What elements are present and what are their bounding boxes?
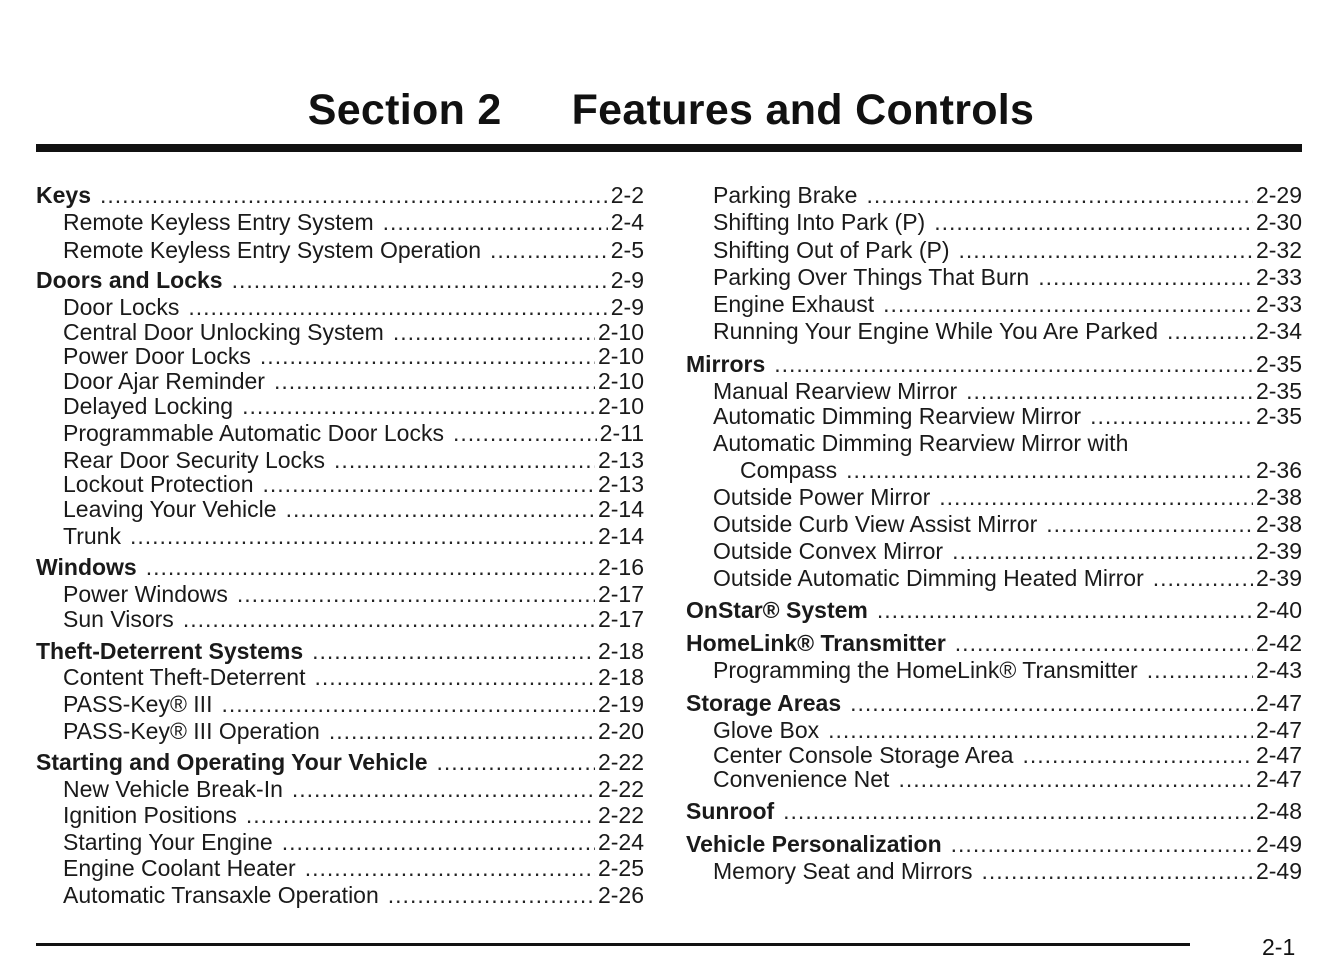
toc-dot-leader: [232, 266, 608, 294]
toc-page-number: 2-38: [1255, 511, 1302, 537]
toc-page-number: 2-4: [610, 209, 644, 235]
toc-page-number: 2-11: [599, 420, 644, 446]
toc-dot-leader: [1147, 656, 1253, 684]
toc-page-number: 2-43: [1255, 657, 1302, 683]
toc-entry-label: Starting Your Engine: [63, 829, 273, 855]
toc-dot-leader: [388, 881, 595, 909]
toc-section-entry: [686, 689, 1302, 717]
toc-page-number: 2-32: [1255, 237, 1302, 263]
toc-page-number: 2-18: [597, 664, 644, 690]
toc-page-number: 2-47: [1255, 690, 1302, 716]
toc-dot-leader: [1090, 402, 1253, 430]
toc-entry-label: Ignition Positions: [63, 802, 237, 828]
toc-page-number: 2-47: [1255, 717, 1302, 743]
toc-dot-leader: [314, 663, 594, 691]
toc-dot-leader: [883, 290, 1253, 318]
toc-subentry: [686, 765, 1302, 793]
toc-page-number: 2-22: [597, 776, 644, 802]
toc-entry-label: Engine Coolant Heater: [63, 855, 296, 881]
toc-entry-label: Theft-Deterrent Systems: [36, 638, 304, 664]
toc-dot-leader: [877, 596, 1253, 624]
toc-entry-label: Programmable Automatic Door Locks: [63, 420, 444, 446]
toc-entry-label: Automatic Dimming Rearview Mirror: [713, 403, 1082, 429]
toc-subentry: [36, 580, 644, 608]
toc-subentry: [686, 263, 1302, 291]
toc-dot-leader: [263, 470, 595, 498]
toc-subentry: [36, 775, 644, 803]
toc-entry-label: Lockout Protection: [63, 471, 254, 497]
toc-dot-leader: [955, 629, 1253, 657]
toc-page-number: 2-19: [597, 691, 644, 717]
toc-entry-label: PASS-Key® III: [63, 691, 213, 717]
toc-section-entry: [36, 637, 644, 665]
toc-entry-label: Rear Door Security Locks: [63, 447, 326, 473]
toc-section-entry: [36, 181, 644, 209]
toc-dot-leader: [846, 456, 1253, 484]
toc-entry-label: Power Door Locks: [63, 343, 251, 369]
toc-page-number: 2-5: [610, 237, 644, 263]
section-label: Section 2: [307, 86, 502, 134]
toc-entry-label: Convenience Net: [713, 766, 890, 792]
toc-entry-label: Programming the HomeLink® Transmitter: [713, 657, 1138, 683]
toc-dot-leader: [242, 392, 595, 420]
toc-entry-label: Glove Box: [713, 717, 820, 743]
toc-subentry: [686, 483, 1302, 511]
toc-page-number: 2-9: [610, 267, 644, 293]
toc-page-number: 2-35: [1255, 403, 1302, 429]
toc-entry-label: Engine Exhaust: [713, 291, 875, 317]
toc-subentry: [36, 208, 644, 236]
toc-page-number: 2-49: [1255, 831, 1302, 857]
toc-dot-leader: [952, 537, 1253, 565]
toc-page-number: 2-16: [597, 554, 644, 580]
toc-dot-leader: [1167, 317, 1253, 345]
toc-entry-label: New Vehicle Break-In: [63, 776, 283, 802]
toc-entry-label: Central Door Unlocking System: [63, 319, 384, 345]
toc-page-number: 2-26: [597, 882, 644, 908]
toc-page-number: 2-35: [1255, 351, 1302, 377]
toc-entry-label: Content Theft-Deterrent: [63, 664, 306, 690]
toc-subentry: [686, 564, 1302, 592]
toc-page-number: 2-14: [597, 496, 644, 522]
toc-dot-leader: [1046, 510, 1253, 538]
toc-entry-label: Door Ajar Reminder: [63, 368, 265, 394]
toc-page-number: 2-22: [597, 802, 644, 828]
toc-dot-leader: [774, 350, 1253, 378]
toc-page-number: 2-10: [597, 368, 644, 394]
toc-subentry: [686, 456, 1302, 484]
toc-page-number: 2-42: [1255, 630, 1302, 656]
toc-entry-label: Vehicle Personalization: [686, 831, 942, 857]
toc-entry-label: Manual Rearview Mirror: [713, 378, 958, 404]
toc-subentry: [36, 605, 644, 633]
toc-dot-leader: [453, 419, 597, 447]
toc-entry-label: Automatic Transaxle Operation: [63, 882, 379, 908]
toc-page-number: 2-49: [1255, 858, 1302, 884]
toc-dot-leader: [237, 580, 595, 608]
toc-entry-label: OnStar® System: [686, 597, 868, 623]
toc-dot-leader: [850, 689, 1253, 717]
toc-subentry: [36, 854, 644, 882]
toc-subentry: [686, 402, 1302, 430]
toc-dot-leader: [951, 830, 1253, 858]
toc-dot-leader: [828, 716, 1253, 744]
toc-subentry: [36, 419, 644, 447]
toc-dot-leader: [130, 522, 595, 550]
toc-page-number: 2-13: [597, 471, 644, 497]
toc-page-number: 2-35: [1255, 378, 1302, 404]
toc-subentry: [36, 881, 644, 909]
toc-section-entry: [686, 830, 1302, 858]
toc-dot-leader: [939, 483, 1253, 511]
toc-subentry: [686, 429, 1302, 457]
toc-page-number: 2-48: [1255, 798, 1302, 824]
toc-page-number: 2-47: [1255, 742, 1302, 768]
toc-dot-leader: [329, 717, 595, 745]
toc-section-entry: [686, 797, 1302, 825]
toc-subentry: [686, 537, 1302, 565]
toc-entry-label: Power Windows: [63, 581, 228, 607]
toc-page-number: 2-47: [1255, 766, 1302, 792]
toc-dot-leader: [146, 553, 595, 581]
toc-subentry: [686, 290, 1302, 318]
toc-page-number: 2-9: [610, 294, 644, 320]
toc-page-number: 2-38: [1255, 484, 1302, 510]
toc-entry-label: Leaving Your Vehicle: [63, 496, 277, 522]
page-number: 2-1: [1262, 934, 1296, 960]
toc-dot-leader: [274, 367, 595, 395]
section-title: Features and Controls: [571, 86, 1035, 134]
toc-subentry: [686, 181, 1302, 209]
toc-page-number: 2-13: [597, 447, 644, 473]
toc-dot-leader: [1153, 564, 1253, 592]
toc-dot-leader: [246, 801, 595, 829]
title-rule: [36, 144, 1302, 152]
toc-entry-label: Shifting Into Park (P): [713, 209, 926, 235]
toc-dot-leader: [383, 208, 608, 236]
toc-page-number: 2-29: [1255, 182, 1302, 208]
toc-dot-leader: [183, 605, 595, 633]
toc-subentry: [36, 470, 644, 498]
toc-entry-label: Door Locks: [63, 294, 180, 320]
toc-page-number: 2-34: [1255, 318, 1302, 344]
toc-dot-leader: [1038, 263, 1253, 291]
footer-rule: [36, 943, 1190, 946]
toc-entry-label: Compass: [740, 457, 838, 483]
toc-subentry: [686, 236, 1302, 264]
toc-page-number: 2-22: [597, 749, 644, 775]
toc-section-entry: [686, 596, 1302, 624]
toc-subentry: [686, 208, 1302, 236]
toc-subentry: [686, 377, 1302, 405]
toc-dot-leader: [783, 797, 1253, 825]
toc-section-entry: [36, 266, 644, 294]
toc-entry-label: Outside Automatic Dimming Heated Mirror: [713, 565, 1144, 591]
toc-entry-label: Parking Brake: [713, 182, 858, 208]
toc-dot-leader: [305, 854, 595, 882]
toc-entry-label: Starting and Operating Your Vehicle: [36, 749, 428, 775]
toc-entry-label: Storage Areas: [686, 690, 842, 716]
toc-page-number: 2-17: [597, 581, 644, 607]
toc-page-number: 2-25: [597, 855, 644, 881]
toc-entry-label: Memory Seat and Mirrors: [713, 858, 973, 884]
toc-dot-leader: [100, 181, 608, 209]
toc-entry-label: Shifting Out of Park (P): [713, 237, 950, 263]
toc-entry-label: Remote Keyless Entry System Operation: [63, 237, 481, 263]
toc-entry-label: Running Your Engine While You Are Parked: [713, 318, 1158, 344]
toc-subentry: [36, 367, 644, 395]
toc-entry-label: Outside Convex Mirror: [713, 538, 944, 564]
toc-dot-leader: [981, 857, 1252, 885]
toc-page-number: 2-10: [597, 319, 644, 345]
toc-entry-label: Automatic Dimming Rearview Mirror with: [713, 430, 1129, 456]
toc-entry-label: Trunk: [63, 523, 121, 549]
toc-subentry: [686, 656, 1302, 684]
toc-dot-leader: [312, 637, 595, 665]
toc-entry-label: PASS-Key® III Operation: [63, 718, 320, 744]
toc-page-number: 2-10: [597, 393, 644, 419]
toc-subentry: [686, 317, 1302, 345]
toc-subentry: [36, 717, 644, 745]
toc-subentry: [36, 236, 644, 264]
toc-dot-leader: [490, 236, 608, 264]
toc-entry-label: Keys: [36, 182, 91, 208]
toc-page-number: 2-33: [1255, 291, 1302, 317]
toc-entry-label: Outside Curb View Assist Mirror: [713, 511, 1038, 537]
toc-page-number: 2-17: [597, 606, 644, 632]
toc-dot-leader: [282, 828, 595, 856]
toc-dot-leader: [866, 181, 1252, 209]
page-title: [0, 86, 1342, 135]
toc-section-entry: [686, 629, 1302, 657]
toc-entry-label: Center Console Storage Area: [713, 742, 1014, 768]
toc-subentry: [36, 828, 644, 856]
toc-dot-leader: [934, 208, 1253, 236]
toc-subentry: [36, 690, 644, 718]
toc-page-number: 2-39: [1255, 538, 1302, 564]
toc-dot-leader: [221, 690, 594, 718]
toc-entry-label: HomeLink® Transmitter: [686, 630, 946, 656]
toc-dot-leader: [260, 342, 595, 370]
toc-section-entry: [36, 553, 644, 581]
toc-page-number: 2-2: [610, 182, 644, 208]
toc-subentry: [686, 510, 1302, 538]
toc-subentry: [36, 392, 644, 420]
toc-subentry: [36, 522, 644, 550]
toc-page-number: 2-36: [1255, 457, 1302, 483]
toc-subentry: [686, 857, 1302, 885]
toc-page-number: 2-18: [597, 638, 644, 664]
toc-subentry: [36, 293, 644, 321]
toc-dot-leader: [292, 775, 595, 803]
toc-page-number: 2-40: [1255, 597, 1302, 623]
toc-dot-leader: [188, 293, 607, 321]
toc-section-entry: [686, 350, 1302, 378]
toc-entry-label: Outside Power Mirror: [713, 484, 931, 510]
toc-subentry: [36, 801, 644, 829]
toc-dot-leader: [958, 236, 1252, 264]
toc-subentry: [36, 663, 644, 691]
toc-entry-label: Windows: [36, 554, 137, 580]
toc-subentry: [36, 495, 644, 523]
toc-page-number: 2-10: [597, 343, 644, 369]
toc-entry-label: Remote Keyless Entry System: [63, 209, 374, 235]
toc-entry-label: Doors and Locks: [36, 267, 223, 293]
toc-subentry: [686, 716, 1302, 744]
toc-entry-label: Delayed Locking: [63, 393, 234, 419]
toc-entry-label: Sunroof: [686, 798, 775, 824]
toc-entry-label: Mirrors: [686, 351, 766, 377]
toc-page-number: 2-30: [1255, 209, 1302, 235]
toc-dot-leader: [966, 377, 1253, 405]
toc-page-number: 2-24: [597, 829, 644, 855]
toc-section-entry: [36, 748, 644, 776]
toc-page-number: 2-20: [597, 718, 644, 744]
toc-entry-label: Parking Over Things That Burn: [713, 264, 1030, 290]
toc-entry-label: Sun Visors: [63, 606, 174, 632]
toc-dot-leader: [286, 495, 595, 523]
toc-subentry: [36, 342, 644, 370]
toc-page-number: 2-14: [597, 523, 644, 549]
toc-dot-leader: [898, 765, 1253, 793]
toc-page-number: 2-33: [1255, 264, 1302, 290]
toc-page-number: 2-39: [1255, 565, 1302, 591]
toc-dot-leader: [437, 748, 595, 776]
